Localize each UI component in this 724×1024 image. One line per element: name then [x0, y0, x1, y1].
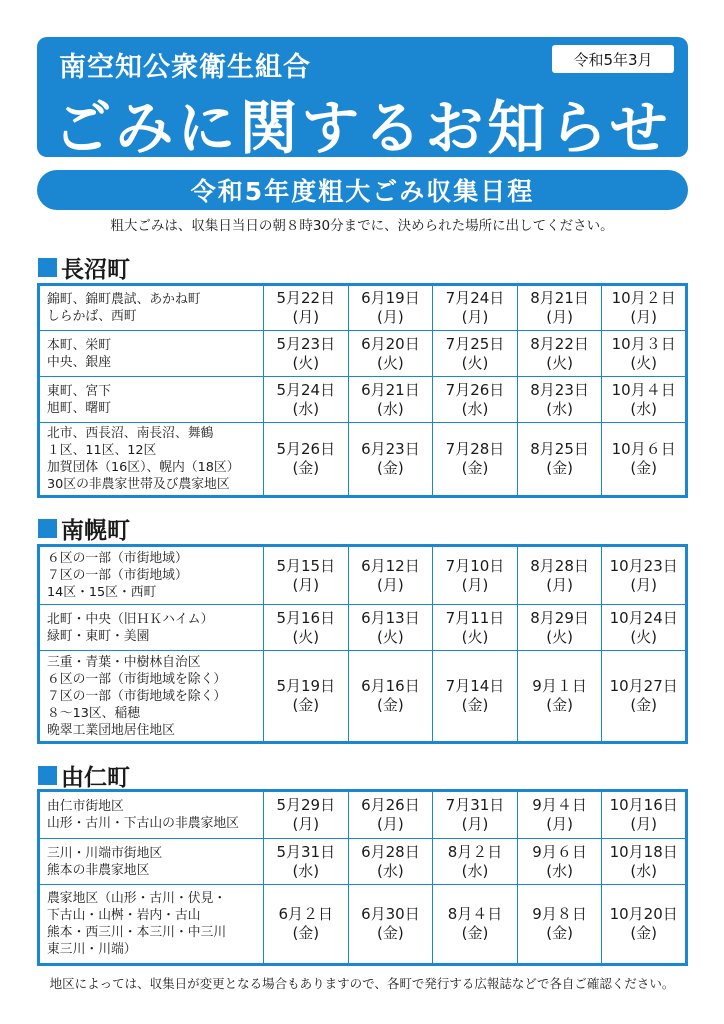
weekday: (月) [546, 308, 573, 326]
date-cell [264, 605, 349, 651]
collection-date: 6月16日 [361, 677, 420, 695]
table-row [39, 885, 687, 965]
weekday: (水) [377, 399, 404, 418]
area-line: 晩翠工業団地居住地区 [47, 722, 175, 738]
weekday: (水) [292, 399, 320, 418]
collection-date: 10月24日 [609, 608, 678, 627]
date-cell [433, 423, 518, 497]
collection-date: 8月21日 [530, 289, 589, 307]
weekday: (金) [377, 924, 404, 942]
collection-date: 9月１日 [532, 677, 587, 695]
weekday: (金) [461, 696, 489, 714]
section-title-naganuma [38, 251, 130, 284]
weekday: (火) [630, 353, 658, 372]
collection-date: 8月23日 [530, 380, 589, 399]
area-cell [39, 605, 264, 651]
date-cell [433, 605, 518, 651]
weekday: (金) [630, 459, 658, 477]
date-cell [348, 285, 433, 331]
collection-date: 5月16日 [276, 608, 336, 627]
collection-date: 7月28日 [445, 440, 505, 458]
weekday: (水) [630, 861, 658, 880]
collection-date: 7月10日 [445, 556, 505, 575]
date-cell [433, 331, 518, 377]
collection-date: 6月28日 [361, 842, 420, 861]
area-line: 錦町、錦町農試、あかね町 [47, 292, 201, 307]
weekday: (月) [461, 308, 489, 326]
collection-date: 6月２日 [278, 905, 334, 923]
collection-date: 7月31日 [445, 796, 505, 814]
collection-date: 10月27日 [609, 677, 678, 695]
area-line: 本町、栄町 [47, 337, 111, 353]
weekday: (月) [461, 815, 489, 833]
collection-date: 5月31日 [276, 842, 336, 861]
weekday: (月) [630, 308, 658, 326]
date-cell [602, 377, 687, 423]
date-cell [517, 423, 602, 497]
area-line: 三川・川端市街地区 [47, 845, 163, 861]
weekday: (金) [292, 459, 320, 477]
collection-date: 5月26日 [276, 440, 336, 458]
date-cell [517, 791, 602, 839]
date-cell [602, 423, 687, 497]
date-cell [348, 605, 433, 651]
weekday: (金) [377, 696, 404, 714]
table-row [39, 791, 687, 839]
weekday: (金) [292, 696, 320, 714]
date-cell [602, 605, 687, 651]
weekday: (金) [630, 696, 658, 714]
collection-date: 5月15日 [276, 556, 336, 575]
schedule-table-nanporo [37, 544, 688, 744]
schedule-table-yuni [37, 789, 688, 966]
date-cell [264, 885, 349, 965]
collection-date: 9月６日 [532, 842, 587, 861]
area-line: 農家地区（山形・古川・伏見・ [47, 891, 227, 906]
date-cell [264, 377, 349, 423]
collection-date: 10月23日 [609, 556, 678, 575]
weekday: (水) [292, 861, 320, 880]
area-cell [39, 423, 264, 497]
collection-date: 5月22日 [276, 289, 336, 307]
collection-date: 8月28日 [530, 556, 589, 575]
area-cell [39, 651, 264, 743]
collection-date: 10月４日 [611, 380, 676, 399]
collection-date: 10月３日 [611, 334, 676, 353]
area-line: ７区の一部（市街地域） [47, 568, 188, 583]
table-row [39, 546, 687, 605]
date-cell [348, 546, 433, 605]
weekday: (火) [377, 627, 404, 646]
weekday: (水) [546, 861, 573, 880]
collection-date: 7月25日 [445, 334, 505, 353]
collection-date: 5月23日 [276, 334, 336, 353]
section-title-yuni [38, 759, 130, 792]
weekday: (水) [546, 399, 573, 418]
collection-date: 5月29日 [276, 796, 336, 814]
collection-date: 7月14日 [445, 677, 505, 695]
collection-date: 8月22日 [530, 334, 589, 353]
area-line: ６区の一部（市街地域） [47, 551, 188, 566]
square-bullet-icon [38, 766, 57, 785]
collection-date: 8月４日 [447, 905, 503, 923]
collection-date: 10月16日 [609, 796, 678, 814]
date-cell [602, 331, 687, 377]
collection-date: 10月20日 [609, 905, 678, 923]
date-cell [602, 839, 687, 885]
weekday: (月) [377, 815, 404, 833]
area-line: ６区の一部（市街地域を除く） [47, 671, 227, 687]
date-badge: 令和5年3月 [552, 45, 674, 73]
table-row [39, 605, 687, 651]
area-line: 三重・青葉・中樹林自治区 [47, 654, 201, 670]
date-cell [602, 546, 687, 605]
table-row [39, 331, 687, 377]
section-name: 南幌町 [61, 518, 130, 544]
area-line: 14区・15区・西町 [47, 585, 157, 600]
date-cell [348, 839, 433, 885]
section-title-nanporo [38, 512, 130, 545]
area-line: 下古山・山桝・岩内・古山 [47, 908, 201, 923]
date-cell [433, 791, 518, 839]
date-cell [264, 791, 349, 839]
collection-date: 8月25日 [530, 440, 589, 458]
collection-date: 5月24日 [276, 380, 336, 399]
weekday: (金) [461, 459, 489, 477]
area-line: ８～13区、稲穂 [47, 705, 141, 721]
date-cell [433, 377, 518, 423]
collection-date: 9月４日 [532, 796, 587, 814]
weekday: (金) [461, 924, 489, 942]
section-name: 長沼町 [61, 257, 130, 283]
date-cell [264, 546, 349, 605]
schedule-table-naganuma [37, 283, 688, 498]
date-cell [433, 651, 518, 743]
date-cell [264, 839, 349, 885]
area-line: 中央、銀座 [47, 354, 111, 370]
weekday: (火) [461, 353, 489, 372]
page-title: ごみに関するお知らせ [53, 94, 672, 162]
weekday: (月) [292, 815, 320, 833]
table-row [39, 285, 687, 331]
weekday: (金) [292, 924, 320, 942]
date-cell [602, 791, 687, 839]
area-cell [39, 885, 264, 965]
collection-date: 6月19日 [361, 289, 420, 307]
date-cell [517, 885, 602, 965]
collection-date: 7月24日 [445, 289, 505, 307]
weekday: (金) [546, 696, 573, 714]
date-cell [602, 885, 687, 965]
area-line: 熊本・西三川・本三川・中三川 [47, 925, 227, 940]
date-cell [433, 885, 518, 965]
collection-date: 8月29日 [530, 608, 589, 627]
schedule-heading: 令和5年度粗大ごみ収集日程 [37, 170, 688, 210]
date-cell [348, 331, 433, 377]
date-cell [517, 285, 602, 331]
weekday: (月) [377, 575, 404, 594]
area-cell [39, 546, 264, 605]
collection-date: 6月30日 [361, 905, 420, 923]
weekday: (火) [292, 353, 320, 372]
section-name: 由仁町 [61, 765, 130, 791]
table-row [39, 651, 687, 743]
area-line: 東三川・川端） [47, 942, 137, 957]
collection-date: 7月11日 [445, 608, 505, 627]
collection-date: 6月21日 [361, 380, 420, 399]
area-line: ７区の一部（市街地域を除く） [47, 688, 227, 704]
weekday: (水) [630, 399, 658, 418]
collection-date: 6月20日 [361, 334, 420, 353]
date-cell [264, 423, 349, 497]
date-cell [517, 331, 602, 377]
intro-text: 粗大ごみは、収集日当日の朝８時30分までに、決められた場所に出してください。 [110, 218, 614, 234]
date-cell [517, 605, 602, 651]
weekday: (金) [377, 459, 404, 477]
organization-name: 南空知公衆衛生組合 [59, 52, 311, 83]
date-cell [348, 791, 433, 839]
date-cell [348, 377, 433, 423]
collection-date: 10月18日 [609, 842, 678, 861]
area-line: 山形・古川・下古山の非農家地区 [47, 816, 239, 831]
area-line: 熊本の非農家地区 [47, 862, 150, 878]
date-cell [517, 839, 602, 885]
weekday: (水) [377, 861, 404, 880]
table-row [39, 423, 687, 497]
date-cell [602, 651, 687, 743]
weekday: (月) [630, 575, 658, 594]
weekday: (金) [630, 924, 658, 942]
square-bullet-icon [38, 258, 57, 277]
date-cell [433, 285, 518, 331]
collection-date: 6月13日 [361, 608, 420, 627]
date-cell [264, 651, 349, 743]
weekday: (火) [546, 353, 573, 372]
weekday: (月) [461, 575, 489, 594]
weekday: (月) [630, 815, 658, 833]
weekday: (金) [546, 924, 573, 942]
weekday: (火) [630, 627, 658, 646]
area-line: 由仁市街地区 [47, 799, 124, 814]
weekday: (水) [461, 399, 489, 418]
date-cell [348, 651, 433, 743]
area-line: 北町・中央（旧ＨＫハイム） [47, 611, 214, 627]
date-cell [517, 546, 602, 605]
area-cell [39, 839, 264, 885]
area-line: １区、11区、12区 [47, 443, 157, 458]
weekday: (月) [546, 575, 573, 594]
area-line: 緑町・東町・美園 [47, 628, 150, 644]
area-cell [39, 285, 264, 331]
date-cell [433, 546, 518, 605]
collection-date: 10月２日 [611, 289, 676, 307]
area-cell [39, 331, 264, 377]
area-line: 東町、宮下 [47, 383, 111, 399]
table-row [39, 377, 687, 423]
footer-note: 地区によっては、収集日が変更となる場合もありますので、各町で発行する広報誌などで各自ご確認ください。 [49, 976, 675, 991]
header-banner [37, 37, 688, 162]
collection-date: 8月２日 [447, 842, 503, 861]
collection-date: 10月６日 [611, 440, 676, 458]
area-line: 旭町、曙町 [47, 400, 111, 416]
area-cell [39, 791, 264, 839]
date-cell [602, 285, 687, 331]
collection-date: 9月８日 [532, 905, 587, 923]
area-cell [39, 377, 264, 423]
weekday: (火) [546, 627, 573, 646]
area-line: しらかば、西町 [47, 309, 137, 324]
date-cell [348, 423, 433, 497]
date-cell [517, 651, 602, 743]
weekday: (月) [377, 308, 404, 326]
date-cell [433, 839, 518, 885]
table-row [39, 839, 687, 885]
collection-date: 7月26日 [445, 380, 505, 399]
weekday: (水) [461, 861, 489, 880]
collection-date: 6月26日 [361, 796, 420, 814]
date-cell [264, 285, 349, 331]
date-cell [348, 885, 433, 965]
collection-date: 6月12日 [361, 556, 420, 575]
weekday: (月) [292, 308, 320, 326]
area-line: 北市、西長沼、南長沼、舞鶴 [47, 426, 214, 441]
collection-date: 5月19日 [276, 677, 336, 695]
weekday: (火) [461, 627, 489, 646]
weekday: (火) [377, 353, 404, 372]
weekday: (月) [292, 575, 320, 594]
square-bullet-icon [38, 519, 57, 538]
weekday: (月) [546, 815, 573, 833]
weekday: (金) [546, 459, 573, 477]
area-line: 30区の非農家世帯及び農家地区 [47, 477, 230, 492]
date-cell [517, 377, 602, 423]
area-line: 加賀団体（16区）、幌内（18区） [47, 460, 240, 475]
collection-date: 6月23日 [361, 440, 420, 458]
weekday: (火) [292, 627, 320, 646]
date-cell [264, 331, 349, 377]
